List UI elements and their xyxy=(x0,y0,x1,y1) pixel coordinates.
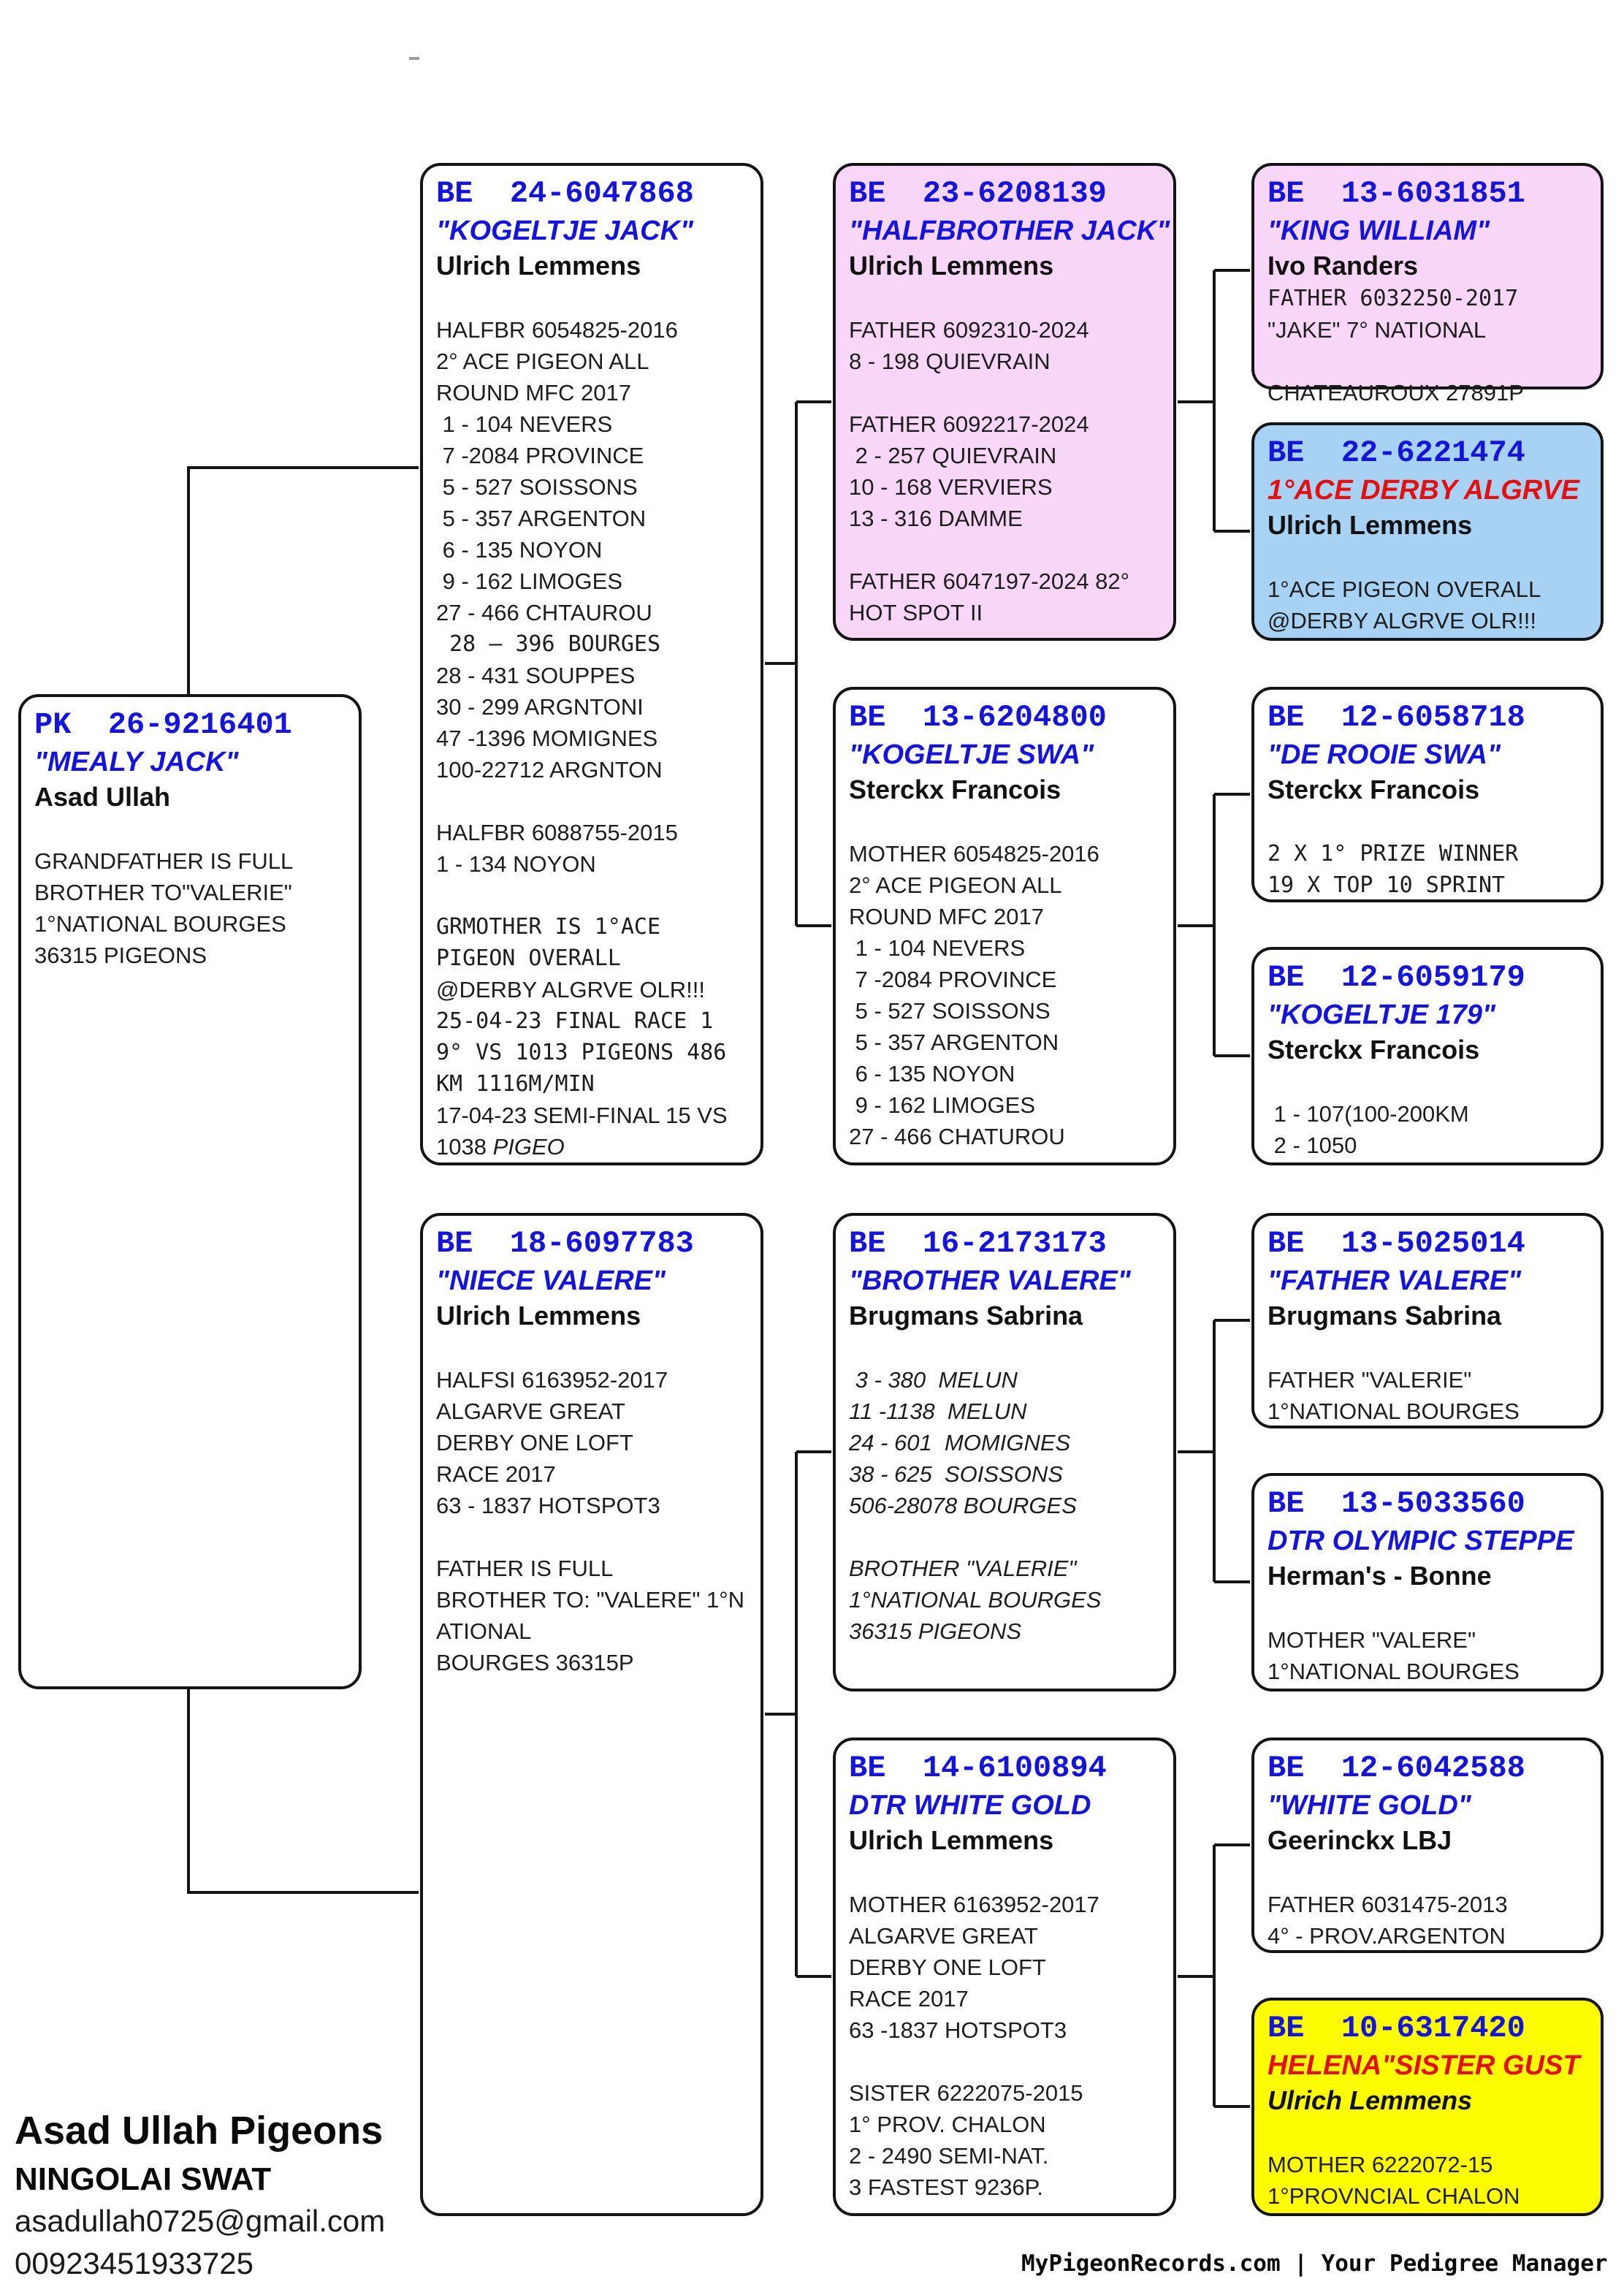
pedigree-text-line xyxy=(1267,807,1587,838)
pedigree-text-line: 1°NATIONAL BOURGES xyxy=(1267,1659,1520,1684)
pigeon-details xyxy=(1267,1857,1587,1952)
owner-name: Sterckx Francois xyxy=(1267,1035,1480,1065)
pigeon-details xyxy=(1267,1333,1587,1427)
pedigree-text-line: 11 -1138 MELUN xyxy=(849,1398,1027,1424)
pedigree-text-line: 1°NATIONAL BOURGES xyxy=(849,1587,1102,1613)
pedigree-text-line: FATHER 6092217-2024 xyxy=(849,411,1089,437)
owner-name: Herman's - Bonne xyxy=(1267,1561,1492,1591)
pedigree-text-line xyxy=(849,1521,1160,1553)
pigeon-details xyxy=(1267,542,1587,636)
pedigree-text-line: 506-28078 BOURGES xyxy=(849,1493,1077,1518)
ring-number: BE 16-2173173 xyxy=(849,1226,1107,1261)
pedigree-text-line: DERBY ONE LOFT xyxy=(849,1955,1046,1980)
pedigree-text-line: 9 - 162 LIMOGES xyxy=(436,568,622,594)
ring-number: BE 13-6204800 xyxy=(849,700,1107,735)
pedigree-text-line: MOTHER "VALERE" xyxy=(1267,1627,1476,1653)
pigeon-details xyxy=(436,283,747,1162)
pedigree-text-line: 7 -2084 PROVINCE xyxy=(436,443,644,468)
ring-number: BE 14-6100894 xyxy=(849,1751,1107,1786)
pigeon-name: "KOGELTJE JACK" xyxy=(436,216,694,246)
pedigree-text-line: 3 - 380 MELUN xyxy=(849,1367,1018,1393)
pigeon-details xyxy=(1267,807,1587,901)
pedigree-text-line xyxy=(1267,542,1587,574)
pedigree-box-be-12-6059179 xyxy=(1251,947,1604,1165)
pedigree-text-line: 2 - 1050 xyxy=(1267,1133,1357,1158)
pedigree-text-line: FATHER "VALERIE" xyxy=(1267,1367,1472,1393)
pedigree-text-line: 5 - 527 SOISSONS xyxy=(849,998,1051,1024)
pedigree-box-be-10-6317420 xyxy=(1251,1998,1604,2216)
owner-name: Ulrich Lemmens xyxy=(849,251,1054,281)
pedigree-text-line: 5 - 527 SOISSONS xyxy=(436,474,638,500)
pedigree-text-line: 27 - 466 CHTAUROU xyxy=(436,600,652,625)
pedigree-text-line: 27 - 466 CHATUROU xyxy=(849,1124,1065,1149)
pedigree-box-be-23-6208139 xyxy=(833,163,1176,641)
pedigree-text-line: 5 - 357 ARGENTON xyxy=(436,506,647,531)
pedigree-text-line: 1°PROVNCIAL CHALON xyxy=(1267,2183,1520,2209)
pedigree-text-line: ATIONAL xyxy=(436,1618,532,1644)
pedigree-text-line xyxy=(1267,1857,1587,1889)
pigeon-details xyxy=(436,1333,747,1678)
pedigree-text-line: MOTHER 6054825-2016 xyxy=(849,841,1099,867)
pedigree-text-line: 2 - 257 QUIEVRAIN xyxy=(849,443,1057,468)
owner-name: Geerinckx LBJ xyxy=(1267,1825,1452,1855)
pedigree-text-line: 63 - 1837 HOTSPOT3 xyxy=(436,1493,660,1518)
pedigree-text-line: DERBY ONE LOFT xyxy=(436,1430,633,1455)
pigeon-details xyxy=(1267,1593,1587,1687)
pedigree-text-line xyxy=(34,814,346,845)
owner-name: Ulrich Lemmens xyxy=(436,251,641,281)
pedigree-text-line xyxy=(849,807,1160,838)
pigeon-details xyxy=(849,283,1160,628)
pedigree-text-line: HALFBR 6054825-2016 xyxy=(436,317,678,343)
pedigree-text-line xyxy=(1267,1333,1587,1364)
ring-number: PK 26-9216401 xyxy=(34,707,292,742)
pigeon-name: "HALFBROTHER JACK" xyxy=(849,216,1170,246)
pedigree-text-line: FATHER 6092310-2024 xyxy=(849,317,1089,343)
pedigree-text-line: 38 - 625 SOISSONS xyxy=(849,1461,1063,1487)
owner-name: Ulrich Lemmens xyxy=(849,1825,1054,1855)
pedigree-text-line: 1 - 134 NOYON xyxy=(436,851,596,877)
pedigree-text-line: PIGEON OVERALL xyxy=(436,945,621,971)
pigeon-name: "MEALY JACK" xyxy=(34,747,239,777)
pedigree-text-line: HOT SPOT II xyxy=(849,600,983,625)
ring-number: BE 12-6058718 xyxy=(1267,700,1525,735)
pedigree-text-line: 7 -2084 PROVINCE xyxy=(849,967,1057,992)
pedigree-text-line xyxy=(436,1333,747,1364)
pigeon-name: 1°ACE DERBY ALGRVE xyxy=(1267,475,1579,506)
pedigree-text-line: 36315 PIGEONS xyxy=(34,943,207,968)
pedigree-text-line: RACE 2017 xyxy=(436,1461,556,1487)
pigeon-details xyxy=(849,807,1160,1152)
pedigree-text-line: 100-22712 ARGNTON xyxy=(436,757,663,783)
pedigree-text-line: 6 - 135 NOYON xyxy=(849,1061,1015,1086)
pigeon-name: "BROTHER VALERE" xyxy=(849,1266,1131,1296)
pedigree-text-line: 47 -1396 MOMIGNES xyxy=(436,726,658,751)
pedigree-text-line xyxy=(849,1857,1160,1889)
pedigree-text-line: FATHER 6047197-2024 82° xyxy=(849,568,1130,594)
ring-number: BE 22-6221474 xyxy=(1267,435,1525,471)
pigeon-name: "KOGELTJE SWA" xyxy=(849,739,1094,770)
pedigree-box-be-12-6058718 xyxy=(1251,687,1604,902)
pedigree-box-be-13-5033560 xyxy=(1251,1473,1604,1691)
pedigree-text-line: "JAKE" 7° NATIONAL xyxy=(1267,317,1487,343)
pedigree-text-line: FATHER 6031475-2013 xyxy=(1267,1892,1508,1917)
pedigree-text-line: 63 -1837 HOTSPOT3 xyxy=(849,2017,1067,2043)
pedigree-text-line: 13 - 316 DAMME xyxy=(849,506,1023,531)
ring-number: BE 13-5033560 xyxy=(1267,1486,1525,1521)
pedigree-text-line: FATHER IS FULL xyxy=(436,1556,614,1581)
pedigree-text-line: 8 - 198 QUIEVRAIN xyxy=(849,349,1051,374)
pedigree-text-line: MOTHER 6222072-15 xyxy=(1267,2152,1493,2177)
ring-number: BE 12-6059179 xyxy=(1267,960,1525,995)
pedigree-text-line: 3 FASTEST 9236P. xyxy=(849,2174,1043,2200)
pigeon-name: "FATHER VALERE" xyxy=(1267,1266,1522,1296)
pedigree-text-line: GRANDFATHER IS FULL xyxy=(34,848,294,874)
loft-location: NINGOLAI SWAT xyxy=(15,2161,272,2197)
owner-name: Asad Ullah xyxy=(34,782,171,812)
pedigree-text-line: ROUND MFC 2017 xyxy=(436,380,631,406)
pedigree-text-line: 2° ACE PIGEON ALL xyxy=(436,349,649,374)
contact-phone: 00923451933725 xyxy=(15,2246,254,2280)
owner-name: Ulrich Lemmens xyxy=(1267,2085,1473,2115)
loft-name: Asad Ullah Pigeons xyxy=(15,2109,384,2153)
pedigree-text-line: 1 - 104 NEVERS xyxy=(849,935,1026,961)
pedigree-text-line xyxy=(436,785,747,817)
ring-number: BE 23-6208139 xyxy=(849,176,1107,211)
pedigree-text-line xyxy=(436,1521,747,1553)
pedigree-text-line xyxy=(1267,1593,1587,1624)
pedigree-text-line: 10 - 168 VERVIERS xyxy=(849,474,1053,500)
pedigree-text-line xyxy=(436,283,747,314)
pedigree-text-line: HALFBR 6088755-2015 xyxy=(436,820,678,845)
pedigree-box-be-24-6047868 xyxy=(420,163,763,1165)
pedigree-text-line: 1°NATIONAL BOURGES xyxy=(1267,1398,1520,1424)
pedigree-text-line: ALGARVE GREAT xyxy=(849,1923,1038,1949)
pigeon-details xyxy=(34,814,346,971)
pedigree-text-line: 1°ACE PIGEON OVERALL xyxy=(1267,576,1541,602)
pigeon-details xyxy=(1267,1067,1587,1161)
owner-name: Ivo Randers xyxy=(1267,251,1419,281)
pedigree-text-line: @DERBY ALGRVE OLR!!! xyxy=(436,977,706,1002)
pigeon-name: DTR WHITE GOLD xyxy=(849,1790,1091,1821)
pedigree-text-line xyxy=(1267,2117,1587,2149)
pigeon-name: DTR OLYMPIC STEPPE xyxy=(1267,1526,1574,1556)
owner-name: Sterckx Francois xyxy=(849,774,1061,804)
pigeon-details xyxy=(1267,2117,1587,2212)
pedigree-text-line xyxy=(849,377,1160,408)
pedigree-text-line xyxy=(849,1333,1160,1364)
pigeon-details xyxy=(1267,283,1587,408)
pedigree-text-line: HALFSI 6163952-2017 xyxy=(436,1367,668,1393)
pedigree-text-line: 5 - 357 ARGENTON xyxy=(849,1029,1059,1055)
pedigree-text-line: 1 - 104 NEVERS xyxy=(436,411,613,437)
pedigree-text-line: 25-04-23 FINAL RACE 1 xyxy=(436,1008,714,1034)
pedigree-text-line: 28 – 396 BOURGES xyxy=(436,631,661,657)
pedigree-text-line: 6 - 135 NOYON xyxy=(436,537,603,563)
contact-email: asadullah0725@gmail.com xyxy=(15,2204,386,2238)
pedigree-text-line: @DERBY ALGRVE OLR!!! xyxy=(1267,608,1537,633)
pedigree-text-line: 17-04-23 SEMI-FINAL 15 VS xyxy=(436,1103,728,1128)
pedigree-text-line: FATHER 6032250-2017 xyxy=(1267,286,1519,311)
pedigree-box-be-18-6097783 xyxy=(420,1213,763,2216)
pedigree-box-be-13-6204800 xyxy=(833,687,1176,1165)
pedigree-box-be-13-6031851 xyxy=(1251,163,1604,406)
ring-number: BE 24-6047868 xyxy=(436,176,694,211)
pedigree-text-line: SISTER 6222075-2015 xyxy=(849,2080,1083,2106)
pedigree-text-line: 24 - 601 MOMIGNES xyxy=(849,1430,1071,1455)
owner-name: Ulrich Lemmens xyxy=(436,1301,641,1331)
pedigree-text-line: CHATEAUROUX 27891P xyxy=(1267,380,1524,406)
pedigree-text-line xyxy=(1267,1067,1587,1098)
pigeon-details xyxy=(849,1333,1160,1647)
ring-number: BE 13-5025014 xyxy=(1267,1226,1525,1261)
pigeon-name: "KOGELTJE 179" xyxy=(1267,1000,1495,1030)
pigeon-name: "NIECE VALERE" xyxy=(436,1266,666,1296)
pedigree-text-line: 2° ACE PIGEON ALL xyxy=(849,872,1062,898)
pedigree-box-be-22-6221474 xyxy=(1251,422,1604,641)
pigeon-name: "KING WILLIAM" xyxy=(1267,216,1490,246)
ring-number: BE 10-6317420 xyxy=(1267,2011,1525,2046)
pedigree-text-line: BROTHER "VALERIE" xyxy=(849,1556,1077,1581)
pedigree-text-line xyxy=(1267,346,1587,377)
owner-name: Brugmans Sabrina xyxy=(849,1301,1083,1331)
pedigree-text-line: BROTHER TO: "VALERE" 1°N xyxy=(436,1587,745,1613)
pedigree-text-line: 1 - 107(100-200KM xyxy=(1267,1101,1469,1127)
pedigree-text-line: 2 X 1° PRIZE WINNER xyxy=(1267,841,1519,867)
pedigree-text-line: 19 X TOP 10 SPRINT xyxy=(1267,872,1506,898)
pedigree-text-line: 4° - PROV.ARGENTON xyxy=(1267,1923,1506,1949)
pedigree-box-be-16-2173173 xyxy=(833,1213,1176,1691)
pigeon-name: "DE ROOIE SWA" xyxy=(1267,739,1501,770)
pigeon-name: "WHITE GOLD" xyxy=(1267,1790,1471,1821)
pedigree-text-line: 1° PROV. CHALON xyxy=(849,2112,1046,2137)
pedigree-text-line xyxy=(849,534,1160,566)
pedigree-text-line: 9° VS 1013 PIGEONS 486 xyxy=(436,1040,727,1065)
pigeon-details xyxy=(849,1857,1160,2203)
pedigree-text-line: 1°NATIONAL BOURGES xyxy=(34,911,286,937)
owner-name: Brugmans Sabrina xyxy=(1267,1301,1502,1331)
pedigree-box-be-12-6042588 xyxy=(1251,1738,1604,1953)
ring-number: BE 18-6097783 xyxy=(436,1226,694,1261)
pedigree-text-line: 9 - 162 LIMOGES xyxy=(849,1092,1035,1118)
pedigree-text-line: RACE 2017 xyxy=(849,1986,969,2012)
pedigree-text-line: GRMOTHER IS 1°ACE xyxy=(436,914,661,940)
pedigree-text-line: 2 - 2490 SEMI-NAT. xyxy=(849,2143,1049,2169)
pedigree-text-line xyxy=(849,283,1160,314)
pedigree-box-pk-26-9216401 xyxy=(18,694,362,1689)
pedigree-text-line: ALGARVE GREAT xyxy=(436,1398,625,1424)
ring-number: BE 13-6031851 xyxy=(1267,176,1525,211)
pedigree-box-be-13-5025014 xyxy=(1251,1213,1604,1428)
pedigree-text-line: 28 - 431 SOUPPES xyxy=(436,663,636,688)
pedigree-text-line: BROTHER TO"VALERIE" xyxy=(34,880,292,905)
brand-footer: MyPigeonRecords.com | Your Pedigree Manager xyxy=(1021,2250,1608,2277)
owner-name: Sterckx Francois xyxy=(1267,774,1480,804)
pedigree-text-line: 1038 PIGEO xyxy=(436,1134,565,1160)
owner-name: Ulrich Lemmens xyxy=(1267,510,1473,540)
pedigree-box-be-14-6100894 xyxy=(833,1738,1176,2216)
page-artifact-dash xyxy=(409,57,419,60)
pedigree-text-line: BOURGES 36315P xyxy=(436,1650,634,1675)
pigeon-name: HELENA"SISTER GUST xyxy=(1267,2050,1580,2081)
pedigree-text-line: 30 - 299 ARGNTONI xyxy=(436,694,644,720)
pedigree-text-line: KM 1116M/MIN xyxy=(436,1071,595,1097)
pedigree-text-line: 36315 PIGEONS xyxy=(849,1618,1022,1644)
ring-number: BE 12-6042588 xyxy=(1267,1751,1525,1786)
pedigree-text-line: MOTHER 6163952-2017 xyxy=(849,1892,1099,1917)
pedigree-text-line xyxy=(436,880,747,911)
pedigree-text-line: ROUND MFC 2017 xyxy=(849,904,1044,929)
pedigree-text-line xyxy=(849,2046,1160,2077)
